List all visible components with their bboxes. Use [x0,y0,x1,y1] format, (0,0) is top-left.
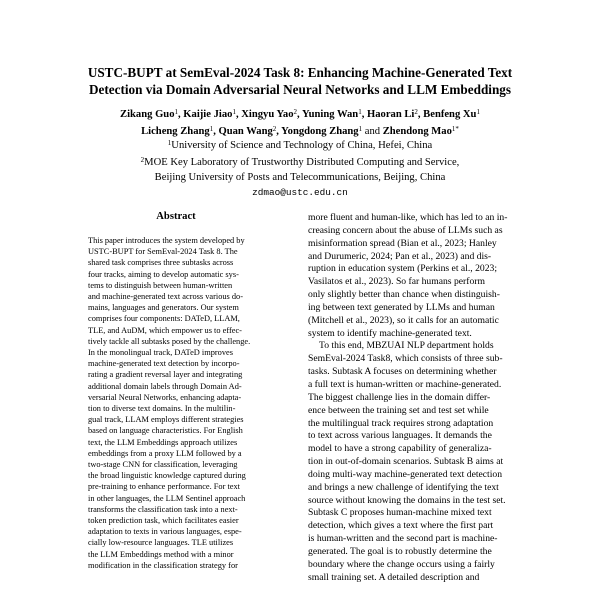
abstract-line: four tracks, aiming to develop automatic sys- [88,269,239,279]
author-name: Zikang Guo [120,109,175,120]
abstract-line: cially low-resource languages. TLE utilizes [88,538,234,548]
author-name: Xingyu Yao [241,109,294,120]
abstract-line: TLE, and AuDM, which empower us to effec- [88,325,242,335]
affiliation-2-line-2: Beijing University of Posts and Telecommunications, Beijing, China [154,172,446,183]
abstract-line: rating a gradient reversal layer and integrating [88,370,243,380]
abstract-line: text, the LLM Embeddings approach utilizes [88,437,238,447]
body-line: Vasilatos et al., 2023). So far humans perform [308,276,485,288]
body-line: ence between the training set and test set while [308,404,489,416]
body-line: ing between text generated by LLMs and human [308,301,495,313]
abstract-line: This paper introduces the system developed by [88,236,245,245]
author-name: Quan Wang [218,126,273,137]
abstract-line: embeddings from a proxy LLM followed by a [88,448,242,458]
body-line: a full text is human-written or machine-generated. [308,378,502,390]
body-line: boundary where the change occurs using a fairly [308,558,495,570]
author-name: Haoran Li [366,109,415,120]
abstract-line: two-stage CNN for classification, leveraging [88,460,238,470]
abstract-line: pre-training to enhance performance. For text [88,482,240,492]
abstract-line: the LLM Embeddings method with a minor [88,549,234,559]
affiliations [40,136,560,200]
author-name: Zhendong Mao [382,126,452,137]
abstract-line: tion to diverse text domains. In the multilin- [88,404,236,414]
author-affiliation-mark: 2 [293,108,298,116]
body-line: is human-written and the second part is machine- [308,533,498,545]
body-line: detection, which gives a text where the first part [308,520,494,532]
author-affiliation-mark: 1 [232,108,236,116]
author-affiliation-mark: 1 [476,108,480,116]
body-line: only slightly better than chance when distinguish- [308,289,500,301]
abstract-line: based on language characteristics. For English [88,426,243,436]
body-line: generated. The goal is to robustly determine the [308,545,492,557]
body-line: The biggest challenge lies in the domain differ- [308,391,491,403]
abstract-line: the broad linguistic knowledge captured during [88,471,246,481]
affiliation-2-line-1: $^2$MOE Key Laboratory of Trustworthy Distributed Computing and Service, [140,156,460,168]
body-text [308,212,532,584]
author-affiliation-mark: 1 [209,125,214,133]
author-name: Kaijie Jiao [183,109,233,120]
body-line: misinformation spread (Bian et al., 2023; Hanley [308,237,497,249]
author-line-1: Zikang Guo$^1$, Kaijie Jiao$^1$, Xingyu Yao$^2$, Yuning Wan$^1$, Haoran Li$^2$, Benfeng Xu$^1$ [120,108,480,120]
abstract-line: token prediction task, which facilitates easier [88,516,239,526]
body-line: To this end, MBZUAI NLP department holds [319,340,494,352]
abstract-line: USTC-BUPT for SemEval-2024 Task 8. The [88,247,238,257]
body-line: and brings a new challenge of identifying the text [308,481,499,493]
body-line: model to have a strong capability of generaliza- [308,443,492,455]
title-line-2: Detection via Domain Adversarial Neural Networks and LLM Embeddings [89,82,511,97]
body-line: more fluent and human-like, which has led to an in- [308,212,508,223]
abstract-line: transforms the classification task into a next- [88,504,238,514]
abstract-text [88,235,264,571]
abstract-heading: Abstract [156,211,196,222]
abstract-line: mains, languages and generators. Our system [88,303,239,313]
abstract-line: modification in the classification strategy for [88,560,238,570]
abstract-line: machine-generated text detection by incorpo- [88,359,240,369]
author-affiliation-mark: 1 [174,108,178,116]
body-line: ruption in education system (Perkins et al., 2023; [308,263,497,275]
author-name: Yuning Wan [301,109,359,120]
body-line: tasks. Subtask A focuses on determining whether [308,366,497,378]
body-line: source without knowing the domains in the test set. [308,494,506,506]
author-list [40,105,560,139]
abstract-line: tems to distinguish between human-written [88,280,233,290]
author-affiliation-mark: 2 [414,108,418,116]
title-line-1: USTC-BUPT at SemEval-2024 Task 8: Enhancing Machine-Generated Text [87,65,513,80]
author-line-2: Licheng Zhang$^1$, Quan Wang$^2$, Yongdong Zhang$^1$ and Zhendong Mao$^{1*}$ [141,125,459,137]
abstract-line: adaptation to texts in various languages, espe- [88,527,242,537]
author-affiliation-mark: 1 [358,125,363,133]
abstract-line: and machine-generated text across various do- [88,292,243,302]
abstract-line: In the monolingual track, DATeD improves [88,348,233,358]
author-name: Licheng Zhang [141,126,210,137]
body-line: creasing concern about the abuse of LLMs such as [308,224,503,236]
affiliation-1: $^1$University of Science and Technology of China, Hefei, China [167,139,433,151]
body-line: the multilingual track requires strong adaptation [308,417,494,429]
abstract-line: versarial Neural Networks, enhancing adapta- [88,392,242,402]
abstract-line: tively tackle all subtasks posed by the challenge. [88,336,251,346]
author-affiliation-mark: 1 [358,108,362,116]
body-line: (Mitchell et al., 2023), so it calls for an automatic [308,314,499,326]
author-name: Yongdong Zhang [281,126,359,137]
abstract-line: gual track, LLAM employs different strategies [88,415,244,425]
body-line: SemEval-2024 Task8, which consists of three sub- [308,353,503,365]
body-line: Subtask C proposes human-machine mixed text [308,507,492,519]
author-affiliation-mark: 1* [451,125,459,133]
paper-title [40,64,560,98]
abstract-line: in other languages, the LLM Sentinel approach [88,493,246,503]
abstract-line: shared task comprises three subtasks across [88,258,234,268]
body-line: tion in out-of-domain scenarios. Subtask B aims at [308,456,504,468]
author-name: Benfeng Xu [423,109,477,120]
author-conjunction: and [364,126,381,137]
author-affiliation-mark: 2 [272,125,277,133]
body-line: doing multi-way machine-generated text detection [308,468,503,480]
body-line: to text across various languages. It demands the [308,430,492,442]
contact-email: zdmao@ustc.edu.cn [252,187,348,198]
body-line: and Durumeric, 2024; Pan et al., 2023) and dis- [308,250,492,262]
body-line: system to identify machine-generated text. [308,327,472,339]
abstract-line: additional domain labels through Domain Ad- [88,381,242,391]
body-line: small training set. A detailed description and [308,571,480,583]
abstract-line: comprises four components: DATeD, LLAM, [88,314,240,324]
